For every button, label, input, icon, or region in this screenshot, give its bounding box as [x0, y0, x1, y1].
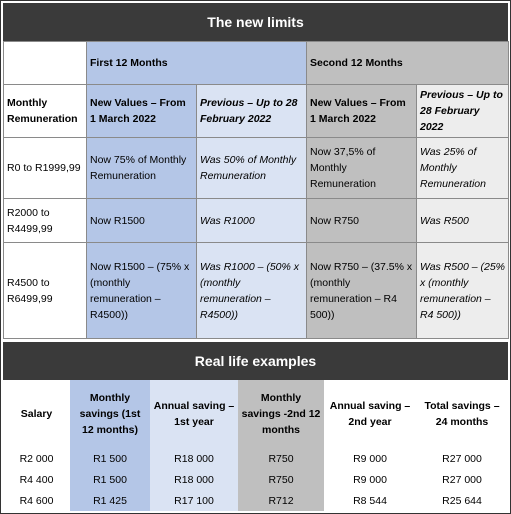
- table-cell: R750: [238, 448, 324, 469]
- table-cell: R27 000: [416, 469, 508, 490]
- table-cell: R4 600: [3, 490, 70, 511]
- table-cell: R1 500: [70, 448, 150, 469]
- table-row: [3, 448, 508, 469]
- table-row: [4, 138, 509, 199]
- table-cell: R25 644: [416, 490, 508, 511]
- table-cell: R4 400: [3, 469, 70, 490]
- row-label: R2000 to R4499,99: [4, 199, 87, 243]
- table-cell: Now 75% of Monthly Remuneration: [87, 138, 197, 199]
- table-cell: R9 000: [324, 469, 416, 490]
- ex-header-monthly-first: Monthly savings (1st 12 months): [70, 380, 150, 448]
- ex-header-monthly-second: Monthly savings -2nd 12 months: [238, 380, 324, 448]
- table-cell: Was 50% of Monthly Remuneration: [197, 138, 307, 199]
- row-label: R0 to R1999,99: [4, 138, 87, 199]
- table-cell: R17 100: [150, 490, 238, 511]
- table-cell: Was R1000: [197, 199, 307, 243]
- table-cell: R8 544: [324, 490, 416, 511]
- table-cell: R712: [238, 490, 324, 511]
- table-cell: Now R750 – (37.5% x (monthly remuneration – R4 500)): [307, 243, 417, 339]
- table-cell: Was R500 – (25% x (monthly remuneration – R4 500)): [417, 243, 509, 339]
- table-cell: R1 425: [70, 490, 150, 511]
- examples-table: [3, 380, 508, 511]
- col-header-first-previous: Previous – Up to 28 February 2022: [197, 85, 307, 138]
- col-header-remuneration: Monthly Remuneration: [4, 85, 87, 138]
- table-cell: Was 25% of Monthly Remuneration: [417, 138, 509, 199]
- table-cell: Now 37,5% of Monthly Remuneration: [307, 138, 417, 199]
- ex-header-salary: Salary: [3, 380, 70, 448]
- examples-title: Real life examples: [3, 342, 508, 380]
- table-cell: R18 000: [150, 448, 238, 469]
- ex-header-annual-first: Annual saving – 1st year: [150, 380, 238, 448]
- ex-header-annual-second: Annual saving – 2nd year: [324, 380, 416, 448]
- table-cell: R750: [238, 469, 324, 490]
- col-header-first-new: New Values – From 1 March 2022: [87, 85, 197, 138]
- table-row: [3, 469, 508, 490]
- table-row: [4, 199, 509, 243]
- group-header-second: Second 12 Months: [307, 42, 509, 85]
- ex-header-total: Total savings – 24 months: [416, 380, 508, 448]
- limits-corner-cell: [4, 42, 87, 85]
- table-cell: R18 000: [150, 469, 238, 490]
- table-cell: R1 500: [70, 469, 150, 490]
- table-row: [4, 243, 509, 339]
- table-cell: Now R1500 – (75% x (monthly remuneration – R4500)): [87, 243, 197, 339]
- table-cell: R9 000: [324, 448, 416, 469]
- limits-title: The new limits: [3, 3, 508, 41]
- row-label: R4500 to R6499,99: [4, 243, 87, 339]
- col-header-second-previous: Previous – Up to 28 February 2022: [417, 85, 509, 138]
- table-row: [3, 490, 508, 511]
- col-header-second-new: New Values – From 1 March 2022: [307, 85, 417, 138]
- table-cell: Now R750: [307, 199, 417, 243]
- table-cell: R27 000: [416, 448, 508, 469]
- table-cell: Was R1000 – (50% x (monthly remuneration – R4500)): [197, 243, 307, 339]
- table-cell: R2 000: [3, 448, 70, 469]
- table-cell: Was R500: [417, 199, 509, 243]
- group-header-first: First 12 Months: [87, 42, 307, 85]
- limits-table: [3, 41, 509, 339]
- table-cell: Now R1500: [87, 199, 197, 243]
